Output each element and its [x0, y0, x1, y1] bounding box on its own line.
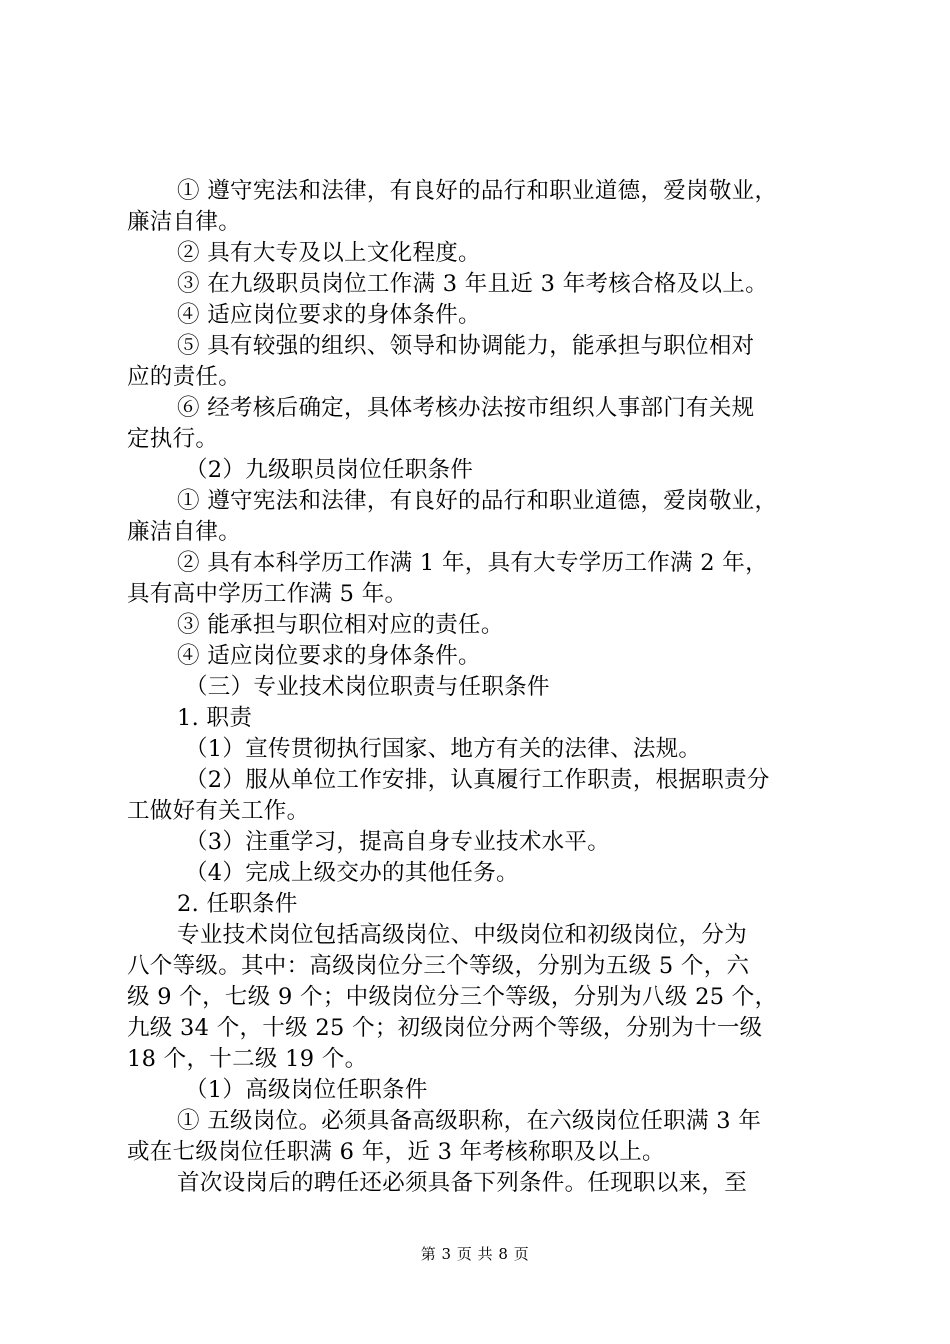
text-line: 级 9 个，七级 9 个；中级岗位分三个等级，分别为八级 25 个， — [127, 984, 778, 1010]
text-line: 2. 任职条件 — [177, 891, 298, 917]
text-line: ④ 适应岗位要求的身体条件。 — [177, 302, 481, 328]
text-line: （2）服从单位工作安排，认真履行工作职责，根据职责分 — [185, 767, 770, 793]
text-line: （3）注重学习，提高自身专业技术水平。 — [185, 829, 611, 855]
document-body — [127, 176, 833, 1199]
text-line: 应的责任。 — [127, 364, 242, 390]
text-line: 首次设岗后的聘任还必须具备下列条件。任现职以来，至 — [177, 1170, 748, 1196]
text-line: （1）高级岗位任职条件 — [185, 1077, 428, 1103]
text-line: 或在七级岗位任职满 6 年，近 3 年考核称职及以上。 — [127, 1139, 665, 1165]
text-line: 专业技术岗位包括高级岗位、中级岗位和初级岗位，分为 — [177, 922, 748, 948]
text-line: ① 五级岗位。必须具备高级职称，在六级岗位任职满 3 年 — [177, 1108, 762, 1134]
text-line: ② 具有大专及以上文化程度。 — [177, 240, 481, 266]
text-line: ⑤ 具有较强的组织、领导和协调能力，能承担与职位相对 — [177, 333, 755, 359]
text-line: 1. 职责 — [177, 705, 253, 731]
text-line: ④ 适应岗位要求的身体条件。 — [177, 643, 481, 669]
text-line: ⑥ 经考核后确定，具体考核办法按市组织人事部门有关规 — [177, 395, 755, 421]
text-line: 廉洁自律。 — [127, 519, 242, 545]
text-line: ① 遵守宪法和法律，有良好的品行和职业道德，爱岗敬业， — [177, 488, 778, 514]
text-line: 具有高中学历工作满 5 年。 — [127, 581, 408, 607]
text-line: 定执行。 — [127, 426, 219, 452]
text-line: ③ 能承担与职位相对应的责任。 — [177, 612, 504, 638]
text-line: （4）完成上级交办的其他任务。 — [185, 860, 519, 886]
text-line: 九级 34 个，十级 25 个；初级岗位分两个等级，分别为十一级 — [127, 1015, 763, 1041]
text-line: 18 个，十二级 19 个。 — [127, 1046, 368, 1072]
text-line: 八个等级。其中：高级岗位分三个等级，分别为五级 5 个，六 — [127, 953, 750, 979]
text-line: 工做好有关工作。 — [127, 798, 310, 824]
text-line: （2）九级职员岗位任职条件 — [185, 457, 474, 483]
text-line: （1）宣传贯彻执行国家、地方有关的法律、法规。 — [185, 736, 702, 762]
text-line: ① 遵守宪法和法律，有良好的品行和职业道德，爱岗敬业， — [177, 178, 778, 204]
text-line: 廉洁自律。 — [127, 209, 242, 235]
text-line: （三）专业技术岗位职责与任职条件 — [185, 674, 550, 700]
text-line: ② 具有本科学历工作满 1 年，具有大专学历工作满 2 年， — [177, 550, 768, 576]
page-footer: 第 3 页 共 8 页 — [420, 1245, 530, 1263]
text-line: ③ 在九级职员岗位工作满 3 年且近 3 年考核合格及以上。 — [177, 271, 768, 297]
